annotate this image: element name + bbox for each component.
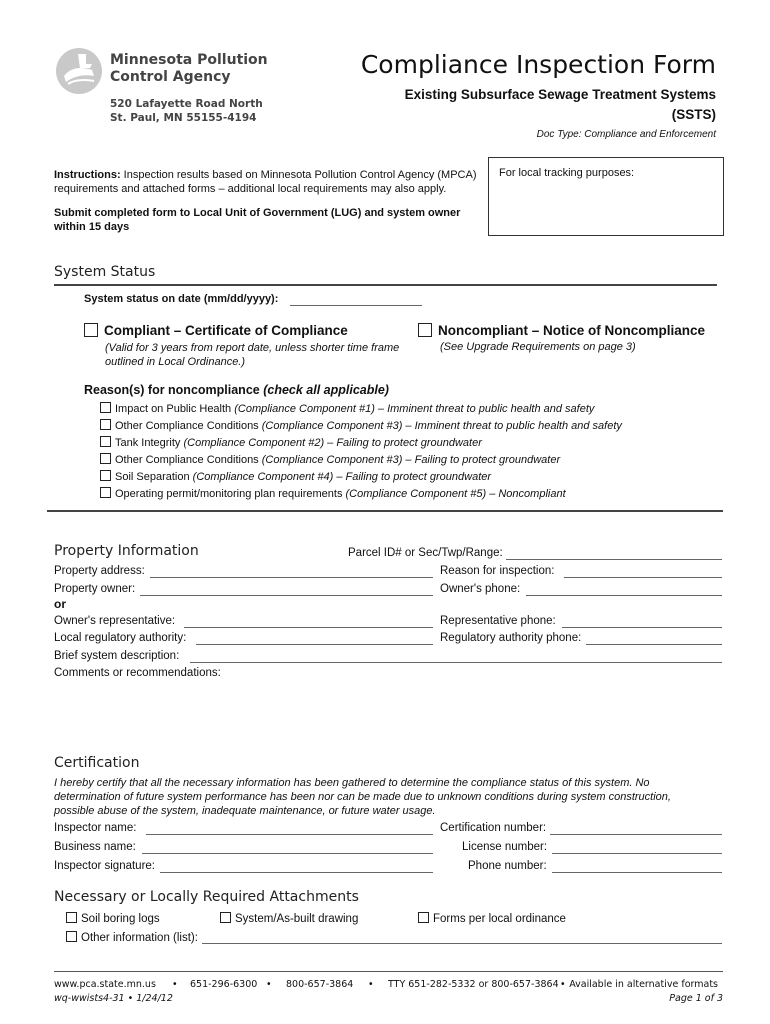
license-number-field[interactable] — [552, 853, 722, 854]
parcel-field[interactable] — [506, 559, 722, 560]
owner-phone-label: Owner's phone: — [440, 583, 521, 595]
owner-phone-field[interactable] — [526, 595, 722, 596]
reason-detail: (Compliance Component #5) – Noncompliant — [342, 488, 566, 500]
description-field[interactable] — [190, 662, 722, 663]
attachment-forms-checkbox[interactable] — [418, 912, 429, 923]
comments-label: Comments or recommendations: — [54, 667, 221, 679]
parcel-label: Parcel ID# or Sec/Twp/Range: — [348, 547, 503, 559]
reason-inspection-field[interactable] — [564, 577, 722, 578]
reason-item[interactable] — [100, 436, 482, 449]
property-heading: Property Information — [54, 543, 199, 559]
compliant-label: Compliant – Certificate of Compliance — [104, 323, 348, 338]
submit-instructions: Submit completed form to Local Unit of Government (LUG) and system owner within 15 days — [54, 207, 461, 233]
license-number-label: License number: — [462, 841, 548, 853]
footer-form-id-text: wq-wwists4-31 — [54, 993, 125, 1004]
mpca-logo-icon — [54, 46, 104, 96]
reason-detail: (Compliance Component #3) – Imminent threat to public health and safety — [258, 420, 622, 432]
agency-address — [110, 97, 263, 125]
agency-name-line1: Minnesota Pollution — [110, 52, 268, 68]
phone-number-label: Phone number: — [468, 860, 547, 872]
attachment-soil-checkbox[interactable] — [66, 912, 77, 923]
reason-detail: (Compliance Component #1) – Imminent threat to public health and safety — [231, 403, 595, 415]
footer-bullet: • — [266, 979, 272, 990]
rep-field[interactable] — [184, 627, 433, 628]
compliant-checkbox[interactable] — [84, 323, 98, 337]
doc-type: Doc Type: Compliance and Enforcement — [536, 129, 716, 140]
reason-main: Soil Separation — [115, 471, 190, 483]
reason-detail: (Compliance Component #4) – Failing to protect groundwater — [189, 471, 492, 483]
authority-phone-field[interactable] — [586, 644, 722, 645]
status-date-label: System status on date (mm/dd/yyyy): — [84, 293, 279, 305]
form-subtitle-ssts: (SSTS) — [671, 107, 716, 122]
system-status-heading: System Status — [54, 264, 156, 280]
authority-field[interactable] — [196, 644, 433, 645]
form-title: Compliance Inspection Form — [360, 50, 716, 79]
reasons-heading-text: Reason(s) for noncompliance — [84, 383, 260, 397]
reason-detail: (Compliance Component #2) – Failing to protect groundwater — [180, 437, 482, 449]
owner-label: Property owner: — [54, 583, 136, 595]
certification-statement: I hereby certify that all the necessary information has been gathered to determine the compliance status of this system. No determination of future system performance has been nor can be made due to unknown conditions during system construction, possible abuse of the system, inadequate maintenance, or future water usage. — [54, 777, 671, 817]
attachment-other-field[interactable] — [202, 943, 722, 944]
attachment-other-checkbox[interactable] — [66, 931, 77, 942]
instructions-label: Instructions: — [54, 169, 121, 181]
instructions — [54, 168, 484, 196]
form-subtitle: Existing Subsurface Sewage Treatment Systems — [404, 87, 716, 102]
reason-checkbox[interactable] — [100, 470, 111, 481]
description-label: Brief system description: — [54, 650, 180, 662]
reason-checkbox[interactable] — [100, 419, 111, 430]
inspector-name-label: Inspector name: — [54, 822, 137, 834]
phone-number-field[interactable] — [552, 872, 722, 873]
reason-main: Tank Integrity — [115, 437, 181, 449]
cert-number-field[interactable] — [550, 834, 722, 835]
attachment-drawing-label: System/As-built drawing — [235, 913, 359, 925]
system-status-bottom-rule — [47, 510, 723, 512]
address-label: Property address: — [54, 565, 145, 577]
attachment-forms-option[interactable] — [418, 912, 566, 925]
inspector-signature-field[interactable] — [160, 872, 433, 873]
noncompliant-label: Noncompliant – Notice of Noncompliance — [438, 323, 706, 338]
compliant-option[interactable] — [84, 323, 348, 338]
owner-field[interactable] — [140, 595, 433, 596]
inspector-name-field[interactable] — [146, 834, 433, 835]
reason-checkbox[interactable] — [100, 436, 111, 447]
footer-website[interactable]: www.pca.state.mn.us — [54, 979, 156, 990]
business-name-field[interactable] — [142, 853, 433, 854]
instructions-text: Inspection results based on Minnesota Pollution Control Agency (MPCA) requirements and attached forms – additional local requirements may also apply. — [54, 169, 477, 195]
authority-label: Local regulatory authority: — [54, 632, 187, 644]
tracking-box[interactable] — [488, 157, 724, 236]
footer-bullet: • — [560, 979, 566, 990]
agency-name — [110, 52, 268, 86]
footer-page: Page 1 of 3 — [669, 993, 723, 1004]
rep-label: Owner's representative: — [54, 615, 176, 627]
agency-logo — [54, 46, 104, 96]
business-name-label: Business name: — [54, 841, 136, 853]
attachments-heading: Necessary or Locally Required Attachments — [54, 889, 359, 905]
reasons-heading-note: (check all applicable) — [263, 383, 389, 397]
attachment-drawing-checkbox[interactable] — [220, 912, 231, 923]
footer-bullet: • — [127, 993, 134, 1004]
compliant-note: (Valid for 3 years from report date, unless shorter time frame outlined in Local Ordinance.) — [105, 342, 400, 368]
footer-date: 1/24/12 — [136, 993, 173, 1004]
authority-phone-label: Regulatory authority phone: — [440, 632, 582, 644]
agency-address-line2: St. Paul, MN 55155-4194 — [110, 112, 257, 124]
reasons-heading — [84, 383, 389, 397]
reason-main: Operating permit/monitoring plan requirements — [115, 488, 343, 500]
reason-item[interactable] — [100, 419, 622, 432]
reason-main: Other Compliance Conditions — [115, 420, 259, 432]
attachment-drawing-option[interactable] — [220, 912, 358, 925]
address-field[interactable] — [150, 577, 433, 578]
system-status-rule — [54, 284, 717, 286]
reason-item[interactable] — [100, 487, 566, 500]
footer-tty: TTY 651-282-5332 or 800-657-3864 — [388, 979, 559, 990]
footer-bullet: • — [368, 979, 374, 990]
footer-phone1: 651-296-6300 — [190, 979, 258, 990]
reason-item[interactable] — [100, 402, 594, 415]
inspector-signature-label: Inspector signature: — [54, 860, 156, 872]
reason-detail: (Compliance Component #3) – Failing to protect groundwater — [258, 454, 561, 466]
reason-main: Impact on Public Health — [115, 403, 232, 415]
agency-name-line2: Control Agency — [110, 69, 231, 85]
or-label: or — [54, 597, 66, 611]
reason-item[interactable] — [100, 453, 560, 466]
footer-phone2: 800-657-3864 — [286, 979, 354, 990]
attachment-other-option[interactable] — [66, 931, 198, 944]
noncompliant-note: (See Upgrade Requirements on page 3) — [440, 341, 636, 353]
status-date-field[interactable] — [290, 305, 422, 306]
attachment-other-label: Other information (list): — [81, 932, 198, 944]
reason-checkbox[interactable] — [100, 487, 111, 498]
rep-phone-field[interactable] — [562, 627, 722, 628]
certification-heading: Certification — [54, 755, 140, 771]
footer-formats: Available in alternative formats — [569, 979, 718, 990]
noncompliant-checkbox[interactable] — [418, 323, 432, 337]
cert-number-label: Certification number: — [440, 822, 547, 834]
attachment-soil-label: Soil boring logs — [81, 913, 160, 925]
attachment-soil-option[interactable] — [66, 912, 160, 925]
footer-rule — [54, 971, 723, 972]
noncompliant-option[interactable] — [418, 323, 705, 338]
tracking-label: For local tracking purposes: — [499, 167, 635, 179]
rep-phone-label: Representative phone: — [440, 615, 556, 627]
reason-checkbox[interactable] — [100, 453, 111, 464]
attachment-forms-label: Forms per local ordinance — [433, 913, 566, 925]
reason-item[interactable] — [100, 470, 491, 483]
reason-checkbox[interactable] — [100, 402, 111, 413]
agency-address-line1: 520 Lafayette Road North — [110, 98, 263, 110]
footer-form-id — [54, 993, 173, 1004]
reason-inspection-label: Reason for inspection: — [440, 565, 555, 577]
reason-main: Other Compliance Conditions — [115, 454, 259, 466]
footer-bullet: • — [172, 979, 178, 990]
